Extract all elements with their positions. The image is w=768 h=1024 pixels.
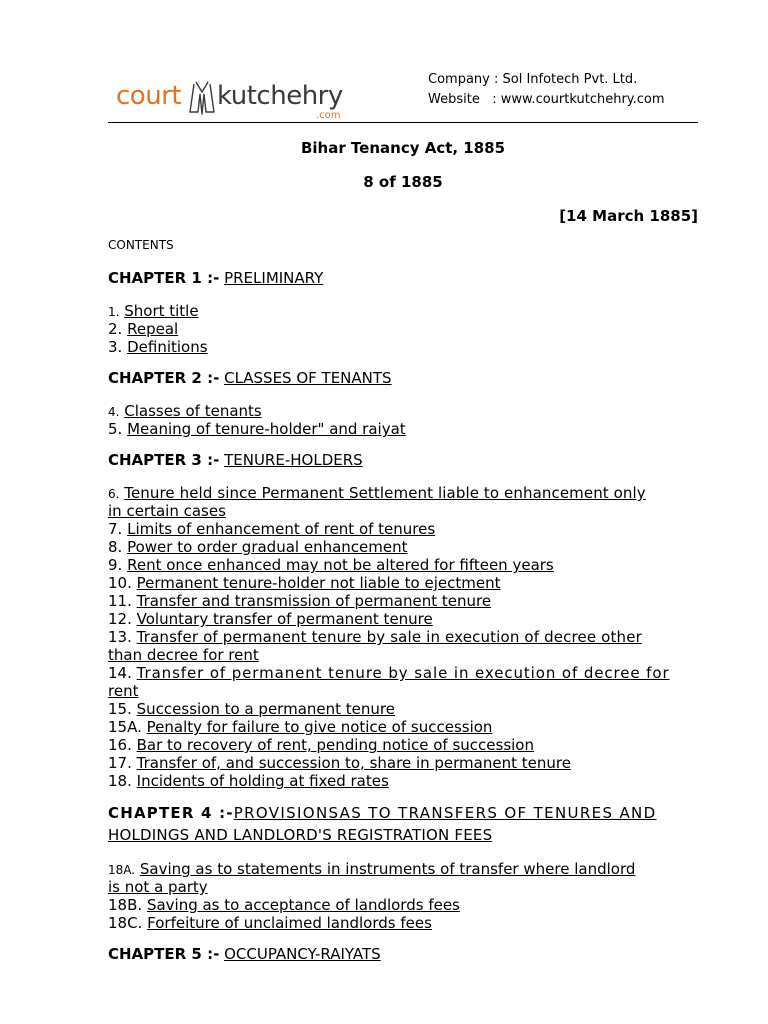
section-row <box>108 302 698 321</box>
section-row <box>108 700 698 718</box>
section-number: 5. <box>108 420 123 438</box>
section-link-18a-cont[interactable]: is not a party <box>108 878 208 896</box>
section-row <box>108 628 698 646</box>
section-number: 17. <box>108 754 132 772</box>
act-date: [14 March 1885] <box>559 207 698 225</box>
header-divider <box>108 122 698 123</box>
chapter-2-link[interactable]: CLASSES OF TENANTS <box>224 369 392 387</box>
act-number: 8 of 1885 <box>363 173 443 191</box>
section-link-2[interactable]: Repeal <box>127 320 179 338</box>
section-row <box>108 420 698 438</box>
section-number: 18B. <box>108 896 143 914</box>
website-line: Website : www.courtkutchehry.com <box>428 92 665 107</box>
section-link-12[interactable]: Voluntary transfer of permanent tenure <box>136 610 433 628</box>
section-number: 8. <box>108 538 123 556</box>
section-link-17[interactable]: Transfer of, and succession to, share in permanent tenure <box>136 754 571 772</box>
section-row <box>108 338 698 356</box>
chapter-1-heading <box>108 269 698 287</box>
section-link-7[interactable]: Limits of enhancement of rent of tenures <box>127 520 436 538</box>
section-number: 18. <box>108 772 132 790</box>
chapter-4-label: CHAPTER 4 :- <box>108 804 234 822</box>
section-link-5[interactable]: Meaning of tenure-holder" and raiyat <box>127 420 406 438</box>
section-link-8[interactable]: Power to order gradual enhancement <box>127 538 408 556</box>
section-link-10[interactable]: Permanent tenure-holder not liable to ejectment <box>136 574 501 592</box>
section-row <box>108 574 698 592</box>
section-link-3[interactable]: Definitions <box>127 338 208 356</box>
section-link-6-cont[interactable]: in certain cases <box>108 502 226 520</box>
section-row <box>108 860 698 879</box>
section-row <box>108 896 698 914</box>
section-link-15a[interactable]: Penalty for failure to give notice of succession <box>146 718 493 736</box>
section-link-18a[interactable]: Saving as to statements in instruments of transfer where landlord <box>139 860 636 878</box>
section-row <box>108 402 698 421</box>
section-number: 1. <box>108 305 120 319</box>
logo-kutchehry-text: kutchehry <box>217 81 343 111</box>
section-number: 12. <box>108 610 132 628</box>
chapter-4-heading <box>108 804 698 822</box>
section-number: 18C. <box>108 914 143 932</box>
section-number: 18A. <box>108 863 136 877</box>
section-row <box>108 520 698 538</box>
section-number: 4. <box>108 405 120 419</box>
chapter-5-link[interactable]: OCCUPANCY-RAIYATS <box>224 945 381 963</box>
act-title: Bihar Tenancy Act, 1885 <box>300 139 506 157</box>
section-row-continued <box>108 502 698 520</box>
section-number: 15. <box>108 700 132 718</box>
section-row <box>108 320 698 338</box>
section-number: 6. <box>108 487 120 501</box>
chapter-1-link[interactable]: PRELIMINARY <box>224 269 324 287</box>
logo-com-text: .com <box>316 110 341 121</box>
chapter-2-heading <box>108 369 698 387</box>
chapter-1-label: CHAPTER 1 :- <box>108 269 220 287</box>
section-row-continued <box>108 682 698 700</box>
section-row <box>108 664 698 682</box>
section-number: 13. <box>108 628 132 646</box>
company-line: Company : Sol Infotech Pvt. Ltd. <box>428 72 638 87</box>
section-row-continued <box>108 878 698 896</box>
section-link-13-cont[interactable]: than decree for rent <box>108 646 259 664</box>
chapter-4-link[interactable]: PROVISIONSAS TO TRANSFERS OF TENURES AND <box>233 804 657 822</box>
section-row-continued <box>108 646 698 664</box>
chapter-3-label: CHAPTER 3 :- <box>108 451 220 469</box>
section-number: 15A. <box>108 718 142 736</box>
publisher-info <box>428 70 665 110</box>
chapter-4-heading-continued <box>108 826 698 844</box>
section-row <box>108 556 698 574</box>
section-number: 10. <box>108 574 132 592</box>
gown-icon <box>186 78 218 116</box>
section-number: 2. <box>108 320 123 338</box>
section-row <box>108 484 698 503</box>
section-link-1[interactable]: Short title <box>124 302 199 320</box>
section-link-14[interactable]: Transfer of permanent tenure by sale in execution of decree for <box>136 664 670 682</box>
section-row <box>108 914 698 932</box>
chapter-2-label: CHAPTER 2 :- <box>108 369 220 387</box>
page-header <box>108 66 698 126</box>
section-link-13[interactable]: Transfer of permanent tenure by sale in execution of decree other <box>136 628 642 646</box>
chapter-5-label: CHAPTER 5 :- <box>108 945 220 963</box>
section-link-11[interactable]: Transfer and transmission of permanent tenure <box>136 592 492 610</box>
chapter-3-heading <box>108 451 698 469</box>
section-row <box>108 736 698 754</box>
section-link-18[interactable]: Incidents of holding at fixed rates <box>136 772 389 790</box>
section-link-4[interactable]: Classes of tenants <box>124 402 262 420</box>
contents-heading: CONTENTS <box>108 238 174 252</box>
section-row <box>108 538 698 556</box>
section-row <box>108 754 698 772</box>
section-link-6[interactable]: Tenure held since Permanent Settlement liable to enhancement only <box>124 484 646 502</box>
section-link-9[interactable]: Rent once enhanced may not be altered for fifteen years <box>127 556 554 574</box>
section-row <box>108 772 698 790</box>
section-number: 11. <box>108 592 132 610</box>
section-number: 16. <box>108 736 132 754</box>
section-number: 9. <box>108 556 123 574</box>
section-number: 14. <box>108 664 132 682</box>
section-link-16[interactable]: Bar to recovery of rent, pending notice of succession <box>136 736 534 754</box>
section-row <box>108 718 698 736</box>
chapter-3-link[interactable]: TENURE-HOLDERS <box>224 451 363 469</box>
section-number: 7. <box>108 520 123 538</box>
logo-court-text: court <box>116 81 182 111</box>
section-link-15[interactable]: Succession to a permanent tenure <box>136 700 395 718</box>
chapter-5-heading <box>108 945 698 963</box>
section-link-18c[interactable]: Forfeiture of unclaimed landlords fees <box>147 914 432 932</box>
chapter-4-link-cont[interactable]: HOLDINGS AND LANDLORD'S REGISTRATION FEES <box>108 826 493 844</box>
section-link-18b[interactable]: Saving as to acceptance of landlords fees <box>146 896 460 914</box>
section-number: 3. <box>108 338 123 356</box>
section-row <box>108 610 698 628</box>
section-link-14-cont[interactable]: rent <box>108 682 139 700</box>
section-row <box>108 592 698 610</box>
